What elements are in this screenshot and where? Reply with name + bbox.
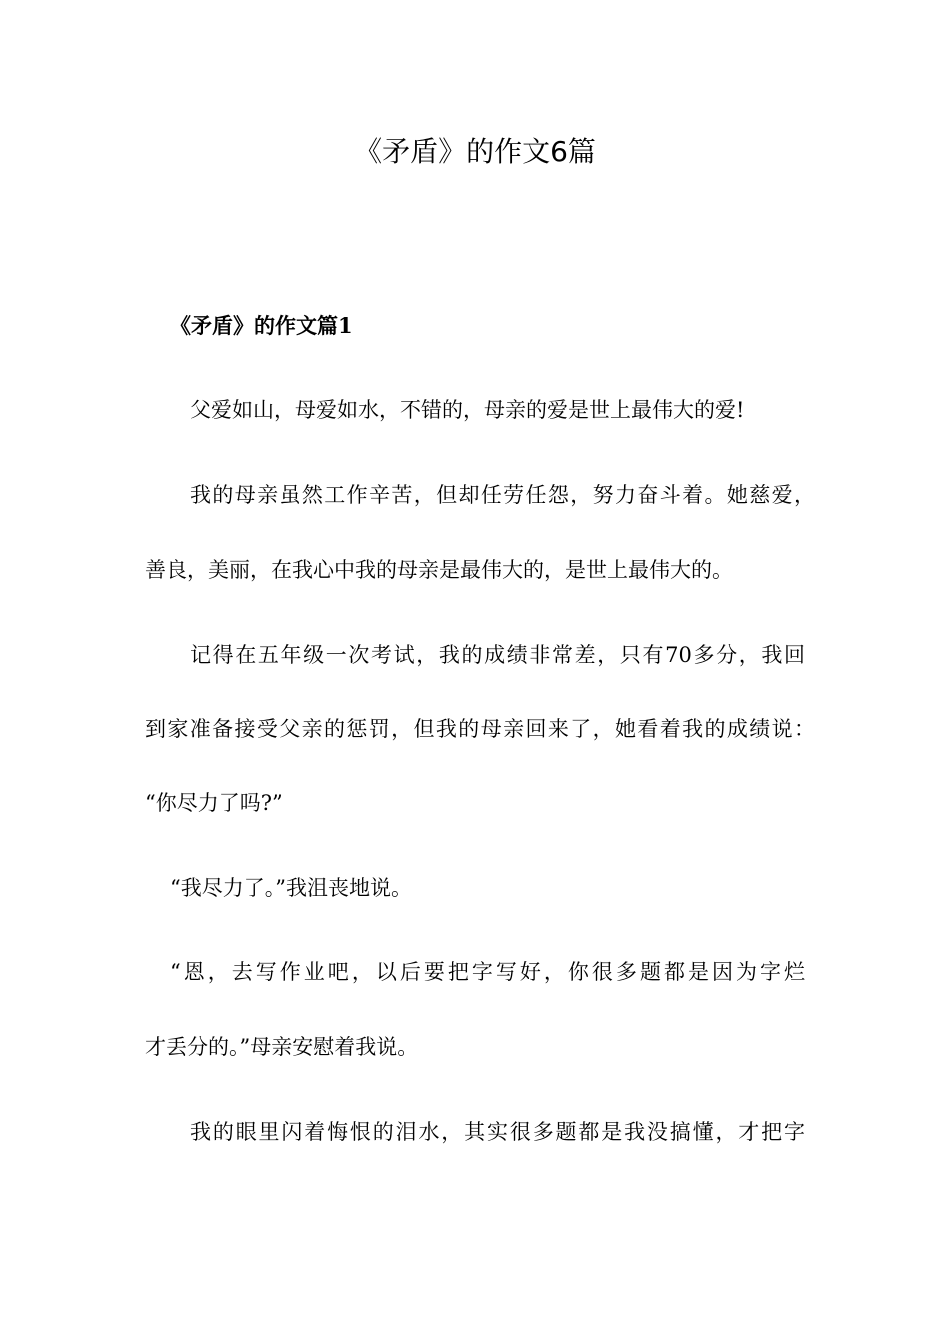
document-title: 《矛盾》的作文6篇 [354,135,596,168]
paragraph-line: 善良，美丽，在我心中我的母亲是最伟大的，是世上最伟大的。 [145,558,733,582]
paragraph-line: 记得在五年级一次考试，我的成绩非常差，只有70多分，我回 [190,643,805,667]
paragraph-line: “恩，去写作业吧，以后要把字写好，你很多题都是因为字烂 [170,960,805,984]
paragraph-line: 我的眼里闪着悔恨的泪水，其实很多题都是我没搞懂，才把字 [190,1120,805,1144]
paragraph-line: 才丢分的。”母亲安慰着我说。 [145,1035,419,1059]
paragraph-line: “我尽力了。”我沮丧地说。 [170,876,412,900]
paragraph-line: 我的母亲虽然工作辛苦，但却任劳任怨，努力奋斗着。她慈爱， [190,483,815,507]
paragraph-line: 到家准备接受父亲的惩罚，但我的母亲回来了，她看着我的成绩说： [145,717,815,741]
paragraph-line: “你尽力了吗?” [145,791,283,815]
paragraph-line: 父爱如山，母爱如水，不错的，母亲的爱是世上最伟大的爱! [190,398,745,422]
section-heading: 《矛盾》的作文篇1 [170,313,353,338]
